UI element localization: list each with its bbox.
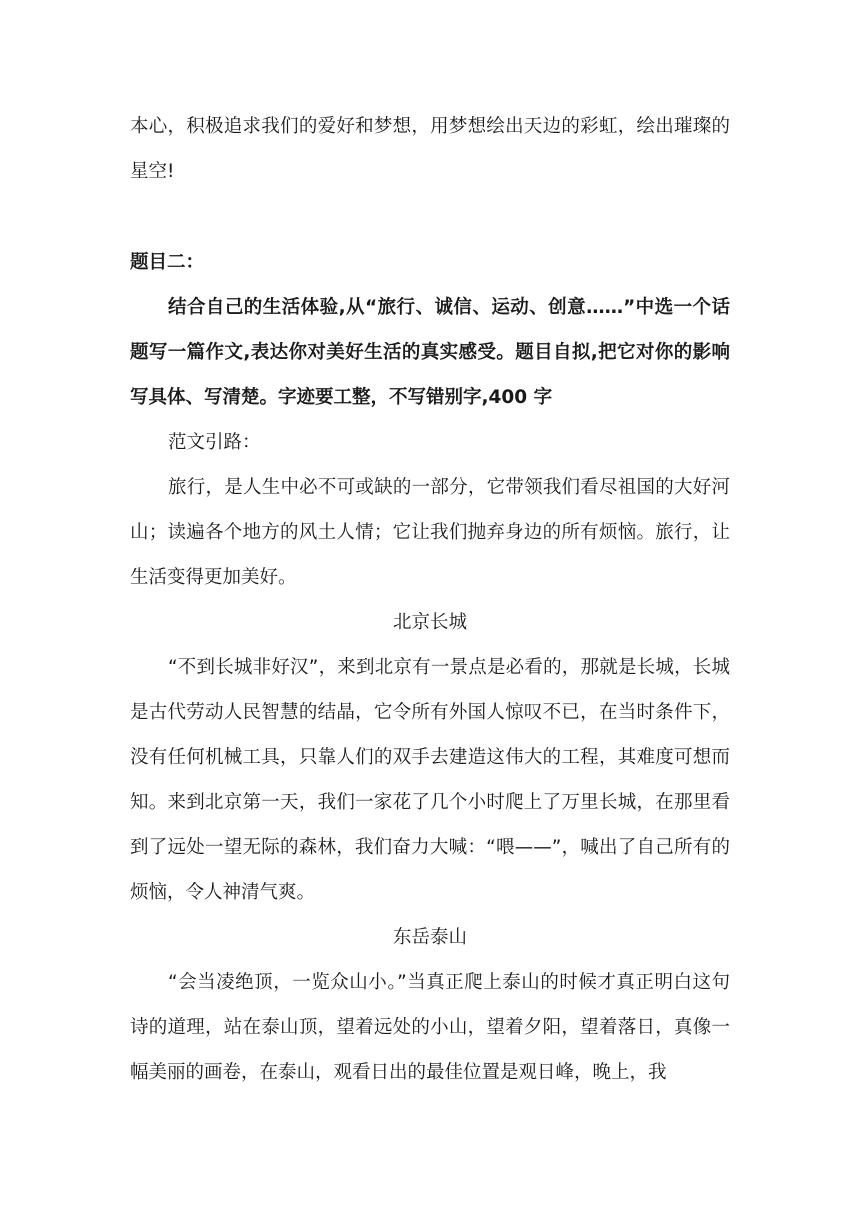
intro-paragraph: 旅行，是人生中必不可或缺的一部分，它带领我们看尽祖国的大好河山；读遍各个地方的风土人情；它让我们抛弃身边的所有烦恼。旅行，让生活变得更加美好。 [130, 477, 730, 588]
section-paragraph-great-wall: “不到长城非好汉”，来到北京有一景点是必看的，那就是长城，长城是古代劳动人民智慧的结晶，它令所有外国人惊叹不已，在当时条件下，没有任何机械工具，只靠人们的双手去建造这伟大的工程，其难度可想而知。来到北京第一天，我们一家花了几个小时爬上了万里长城，在那里看到了远处一望无际的森林，我们奋力大喊：“喂——”，喊出了自己所有的烦恼，令人神清气爽。 [130, 657, 730, 903]
sample-label: 范文引路： [168, 432, 261, 453]
section-title-great-wall: 北京长城 [392, 612, 467, 633]
continuation-paragraph: 本心，积极追求我们的爱好和梦想，用梦想绘出天边的彩虹，绘出璀璨的星空! [130, 116, 730, 182]
question-prompt: 结合自己的生活体验,从“旅行、诚信、运动、创意……”中选一个话题写一篇作文,表达你对美好生活的真实感受。题目自拟,把它对你的影响写具体、写清楚。字迹要工整，不写错别字,400 字 [130, 297, 730, 408]
section-paragraph-mount-tai: “会当凌绝顶，一览众山小。”当真正爬上泰山的时候才真正明白这句诗的道理，站在泰山顶，望着远处的小山，望着夕阳，望着落日，真像一幅美丽的画卷，在泰山，观看日出的最佳位置是观日峰，晚上，我 [130, 972, 730, 1083]
section-title-mount-tai: 东岳泰山 [392, 927, 467, 948]
question-heading: 题目二： [130, 252, 205, 273]
